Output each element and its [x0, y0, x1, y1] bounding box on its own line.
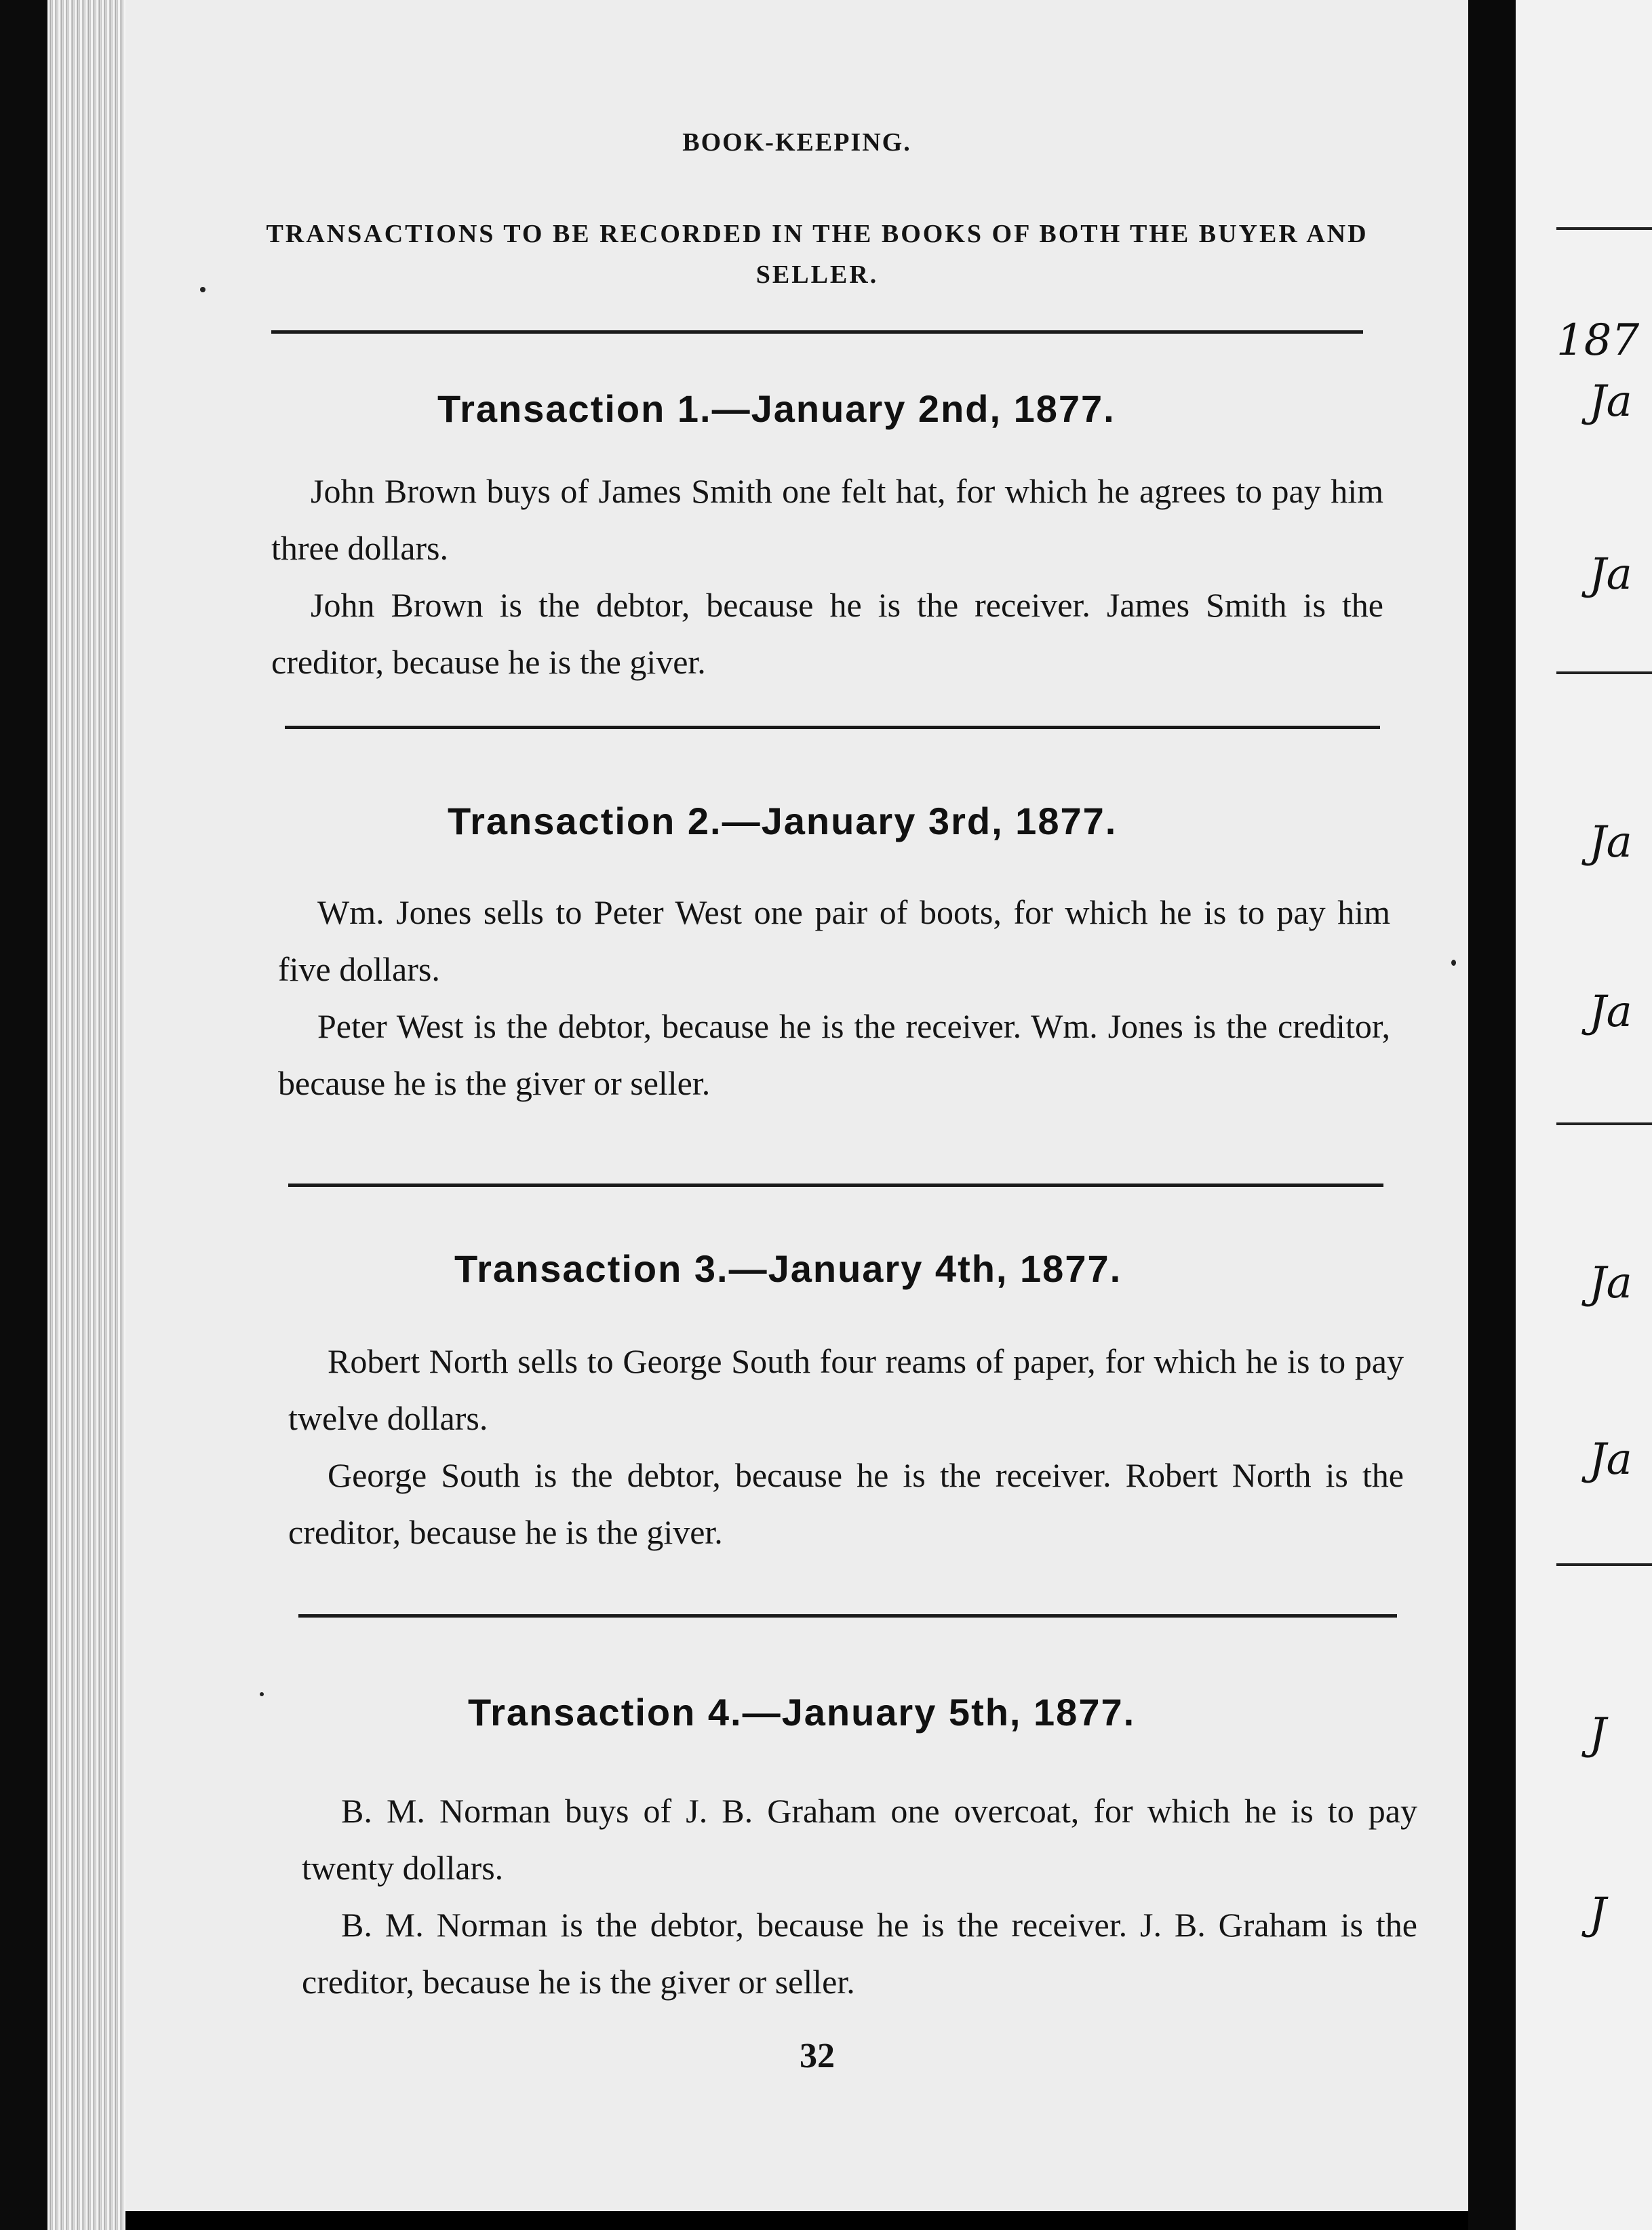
running-head: BOOK-KEEPING. — [682, 128, 911, 157]
scan-left-border — [0, 0, 47, 2230]
transaction-body — [271, 463, 1383, 690]
facing-page-script: Ja — [1589, 1434, 1632, 1485]
transaction-paragraph: Peter West is the debtor, because he is the receiver. Wm. Jones is the creditor, because he is the giver or seller. — [278, 1007, 1390, 1102]
facing-page-fragment — [1516, 0, 1652, 2230]
facing-page-rule — [1556, 227, 1652, 230]
facing-page-script: Ja — [1589, 376, 1632, 427]
facing-page-script: J — [1589, 1889, 1607, 1939]
scan-speck — [200, 287, 205, 292]
page-edges — [47, 0, 125, 2230]
facing-page-rule — [1556, 671, 1652, 674]
book-gutter — [1468, 0, 1516, 2230]
facing-page-script: 187 — [1556, 315, 1640, 366]
scan-speck — [1451, 960, 1456, 966]
transaction-title: Transaction 4.—January 5th, 1877. — [468, 1691, 1136, 1734]
transaction-title: Transaction 3.—January 4th, 1877. — [454, 1247, 1122, 1290]
section-rule — [298, 1614, 1397, 1618]
facing-page-script: Ja — [1589, 817, 1632, 867]
transaction-paragraph: B. M. Norman buys of J. B. Graham one overcoat, for which he is to pay twenty dollars. — [302, 1792, 1417, 1887]
facing-page-script: Ja — [1589, 549, 1632, 600]
facing-page-rule — [1556, 1563, 1652, 1566]
section-rule — [271, 330, 1363, 334]
facing-page-script: Ja — [1589, 987, 1632, 1037]
facing-page-script: J — [1589, 1709, 1607, 1759]
transaction-body — [302, 1782, 1417, 2010]
transaction-paragraph: Robert North sells to George South four reams of paper, for which he is to pay twelve dollars. — [288, 1342, 1404, 1437]
scan-speck — [260, 1692, 264, 1696]
section-rule — [288, 1184, 1383, 1187]
transaction-body — [278, 884, 1390, 1112]
section-rule — [285, 726, 1380, 729]
transaction-title: Transaction 2.—January 3rd, 1877. — [448, 800, 1118, 842]
transaction-paragraph: George South is the debtor, because he is the receiver. Robert North is the creditor, because he is the giver. — [288, 1456, 1404, 1551]
section-subheading: TRANSACTIONS TO BE RECORDED IN THE BOOKS OF BOTH THE BUYER AND SELLER. — [266, 220, 1369, 289]
transaction-body — [288, 1333, 1404, 1561]
transaction-paragraph: John Brown is the debtor, because he is the receiver. James Smith is the creditor, because he is the giver. — [271, 586, 1383, 681]
facing-page-rule — [1556, 1122, 1652, 1125]
transaction-paragraph: B. M. Norman is the debtor, because he is the receiver. J. B. Graham is the creditor, because he is the giver or seller. — [302, 1906, 1417, 2001]
facing-page-script: Ja — [1589, 1258, 1632, 1308]
transaction-paragraph: Wm. Jones sells to Peter West one pair of boots, for which he is to pay him five dollars. — [278, 893, 1390, 988]
page-number: 32 — [800, 2037, 835, 2075]
transaction-paragraph: John Brown buys of James Smith one felt hat, for which he agrees to pay him three dollars. — [271, 472, 1383, 567]
transaction-title: Transaction 1.—January 2nd, 1877. — [437, 387, 1116, 430]
